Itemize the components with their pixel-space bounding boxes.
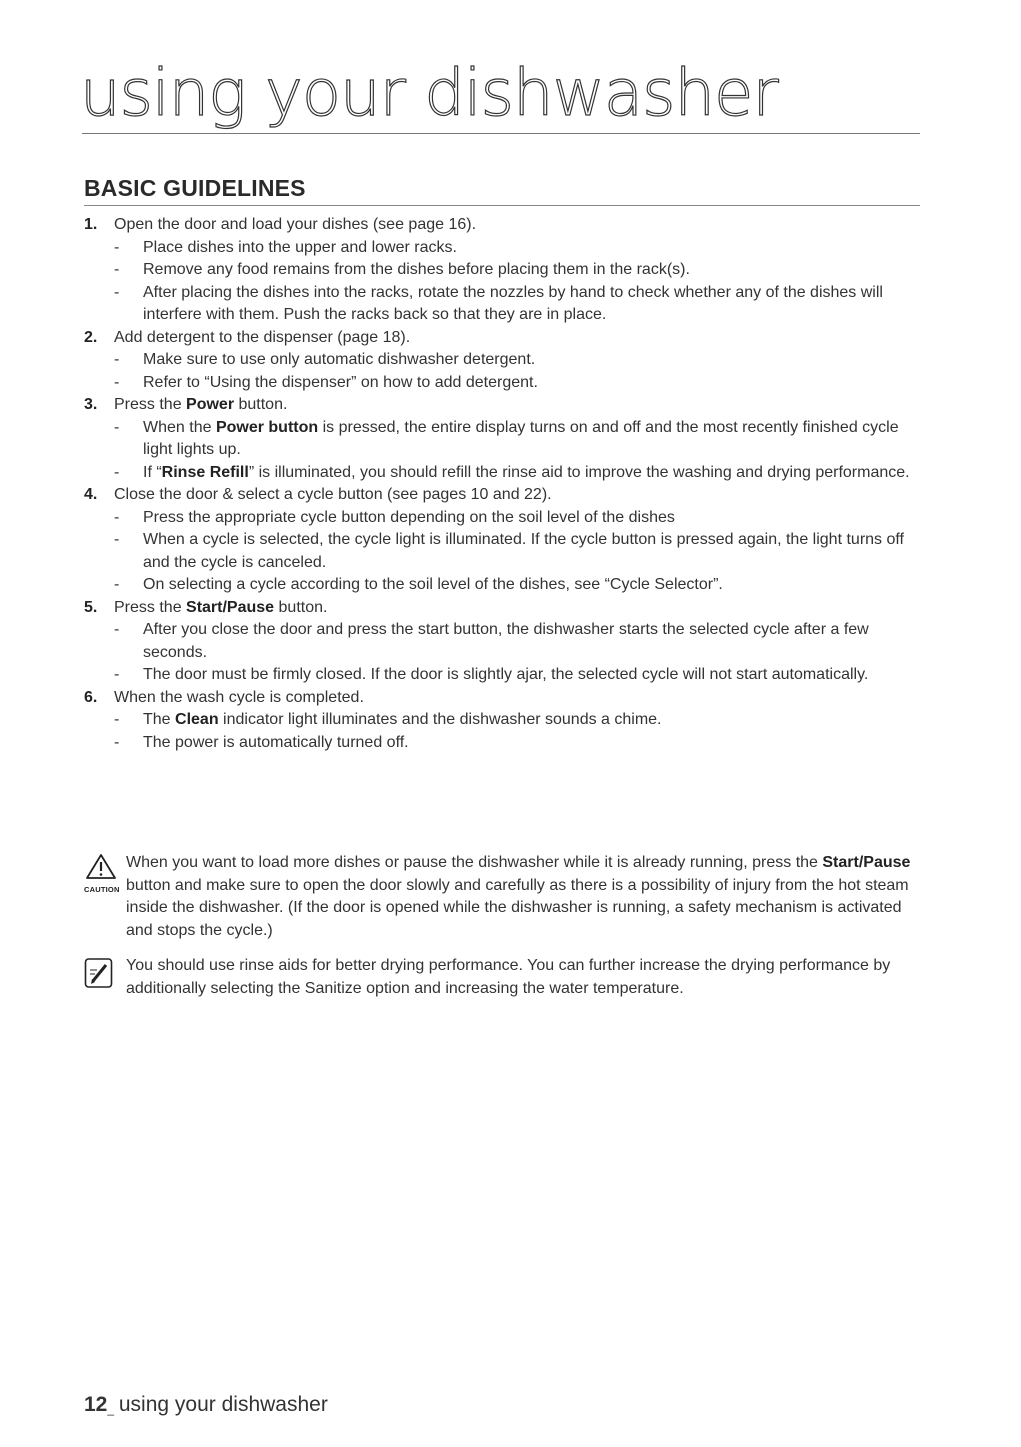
section-title: BASIC GUIDELINES: [84, 175, 306, 201]
substeps: [114, 619, 914, 687]
step-number: 3.: [84, 396, 98, 413]
step-4: [84, 484, 914, 597]
substeps: [114, 507, 914, 597]
steps-list: [84, 214, 914, 754]
substep: - The power is automatically turned off.: [114, 733, 409, 751]
chapter-title: using your dishwasher: [80, 57, 778, 131]
substep: - The Clean indicator light illuminates and the dishwasher sounds a chime.: [114, 711, 662, 728]
step-2: [84, 327, 914, 395]
footer-chapter: using your dishwasher: [113, 1393, 328, 1416]
substep: - Remove any food remains from the dishes before placing them in the rack(s).: [114, 261, 690, 278]
page-number: 12: [84, 1393, 108, 1416]
substep: - Place dishes into the upper and lower racks.: [114, 238, 457, 256]
substeps: [114, 237, 914, 327]
substep: - On selecting a cycle according to the soil level of the dishes, see “Cycle Selector”.: [114, 576, 723, 593]
memo-text: You should use rinse aids for better drying performance. You can further increase the drying performance by additionally selecting the Sanitize option and increasing the water temperature.: [126, 957, 891, 997]
substep: - The door must be firmly closed. If the door is slightly ajar, the selected cycle will not start automatically.: [114, 666, 869, 683]
step-text: Open the door and load your dishes (see page 16).: [114, 216, 477, 233]
memo-pencil-icon: [84, 957, 116, 991]
substep: - If “Rinse Refill” is illuminated, you should refill the rinse aid to improve the washing and drying performance.: [114, 463, 910, 481]
step-number: 6.: [84, 688, 98, 706]
step-6: [84, 687, 914, 755]
step-text: Add detergent to the dispenser (page 18).: [114, 328, 411, 346]
section-rule: [84, 205, 920, 206]
step-number: 5.: [84, 598, 98, 616]
substep: - After placing the dishes into the racks, rotate the nozzles by hand to check whether any of the dishes will interfere with them. Push the racks back so that they are in place.: [114, 283, 883, 323]
step-text: Close the door & select a cycle button (see pages 10 and 22).: [114, 486, 552, 503]
step-text: Press the Start/Pause button.: [114, 598, 328, 616]
caution-label: CAUTION: [84, 885, 120, 894]
step-number: 2.: [84, 328, 98, 346]
substep: - Press the appropriate cycle button depending on the soil level of the dishes: [114, 508, 675, 526]
step-5: [84, 597, 914, 687]
substep: - Make sure to use only automatic dishwasher detergent.: [114, 351, 536, 368]
step-1: [84, 214, 914, 327]
page-footer: [84, 1393, 328, 1417]
step-number: 4.: [84, 486, 98, 503]
step-text: When the wash cycle is completed.: [114, 688, 364, 706]
caution-text: When you want to load more dishes or pause the dishwasher while it is already running, press the Start/Pause button and make sure to open the door slowly and carefully as there is a possibility of injury from the hot steam inside the dishwasher. (If the door is opened while the dishwasher is running, a safety mechanism is activated and stops the cycle.): [126, 854, 911, 939]
step-number: 1.: [84, 216, 98, 233]
step-3: [84, 394, 914, 484]
step-text: Press the Power button.: [114, 396, 288, 413]
substep: - After you close the door and press the start button, the dishwasher starts the selected cycle after a few seconds.: [114, 621, 869, 661]
substep: - Refer to “Using the dispenser” on how to add detergent.: [114, 373, 538, 391]
substeps: [114, 417, 914, 485]
chapter-rule: [82, 133, 920, 134]
substep: - When the Power button is pressed, the entire display turns on and off and the most recently finished cycle light lights up.: [114, 418, 899, 458]
substeps: [114, 709, 914, 754]
substep: - When a cycle is selected, the cycle light is illuminated. If the cycle button is pressed again, the light turns off and the cycle is canceled.: [114, 531, 904, 571]
substeps: [114, 349, 914, 394]
footer-separator: _: [107, 1402, 114, 1416]
